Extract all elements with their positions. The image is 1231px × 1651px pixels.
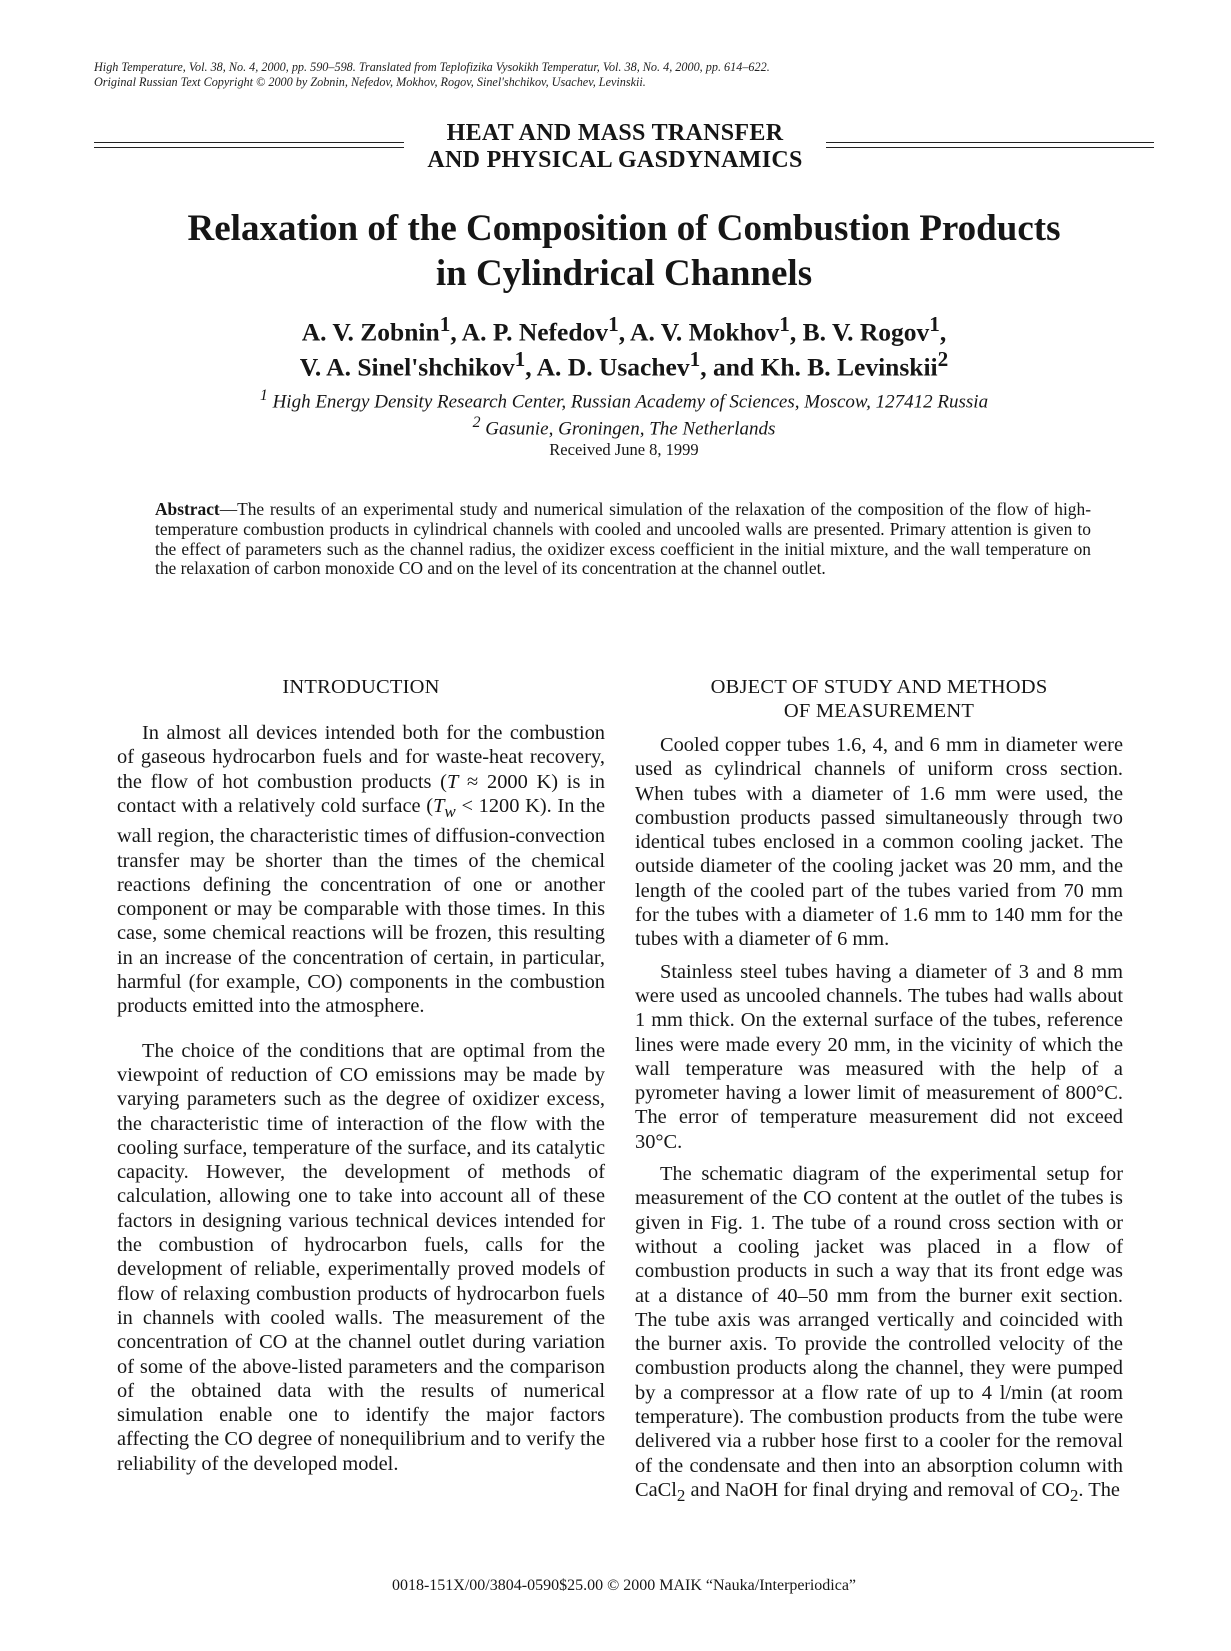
- introduction-heading: INTRODUCTION: [282, 676, 440, 698]
- author-separator: ,: [618, 317, 631, 347]
- introduction-column: [117, 675, 605, 1476]
- affiliation-number: 1: [259, 387, 268, 404]
- wall-temperature-symbol: T: [433, 794, 445, 817]
- subscript: 2: [1069, 1485, 1079, 1505]
- wall-subscript: w: [444, 801, 456, 821]
- author-line-1: [94, 311, 1154, 346]
- abstract-text: —The results of an experimental study and numerical simulation of the relaxation of the composition of the flow of high-temperature combustion products in cylindrical channels with cooled and uncooled walls are presented. Primary attention is given to the effect of parameters such as the channel radius, the oxidizer excess coefficient in the initial mixture, and the wall temperature on the relaxation of carbon monoxide CO and on the level of its concentration at the channel outlet.: [155, 499, 1091, 579]
- section-header: [94, 120, 1154, 176]
- author-affiliation-mark: 1: [779, 312, 790, 336]
- author-separator: ,: [939, 317, 947, 347]
- paragraph-text: ≈ 2000 K) is in contact with a relatively cold surface (: [117, 770, 605, 817]
- section-title-line-1: HEAT AND MASS TRANSFER: [446, 120, 784, 146]
- author-list: [94, 311, 1154, 380]
- paragraph-text: In almost all devices intended both for the combustion of gaseous hydrocarbon fuels and for waste-heat recovery, the flow of hot combustion products (: [117, 722, 605, 793]
- author-affiliation-mark: 1: [608, 312, 619, 336]
- introduction-paragraph-2: The choice of the conditions that are optimal from the viewpoint of reduction of CO emissions may be made by varying parameters such as the degree of oxidizer excess, the characteristic time of interaction of the flow with the cooling surface, temperature of the surface, and its catalytic capacity. However, the development of methods of calculation, allowing one to take into account all of these factors in designing various technical devices intended for the combustion of hydrocarbon fuels, calls for the development of reliable, experimentally proved models of flow of relaxing combustion products of hydrocarbon fuels in channels with cooled walls. The measurement of the concentration of CO at the channel outlet during variation of some of the above-listed parameters and the comparison of the obtained data with the results of numerical simulation enable one to identify the major factors affecting the CO degree of nonequilibrium and to verify the reliability of the developed model.: [117, 1039, 605, 1475]
- methods-heading: [635, 675, 1123, 723]
- abstract-label: Abstract: [155, 499, 220, 519]
- author-name: V. A. Sinel'shchikov: [299, 352, 515, 381]
- section-rule-right: [826, 142, 1154, 148]
- author-name: A. P. Nefedov: [461, 317, 609, 347]
- methods-heading-line-1: OBJECT OF STUDY AND METHODS: [710, 676, 1048, 698]
- affiliation-text: Gasunie, Groningen, The Netherlands: [485, 418, 776, 440]
- author-name: A. V. Zobnin: [301, 317, 440, 347]
- affiliation-1: [94, 385, 1154, 412]
- section-title-line-2: AND PHYSICAL GASDYNAMICS: [427, 147, 803, 173]
- author-affiliation-mark: 2: [937, 346, 949, 371]
- methods-paragraph-3: [635, 1162, 1123, 1508]
- section-title: [404, 120, 826, 174]
- author-name: Kh. B. Levinskii: [760, 352, 938, 381]
- paper-title: [94, 206, 1154, 296]
- author-affiliation-mark: 1: [439, 312, 451, 336]
- methods-heading-line-2: OF MEASUREMENT: [783, 700, 975, 722]
- methods-column: [635, 675, 1123, 1508]
- methods-paragraph-1: Cooled copper tubes 1.6, 4, and 6 mm in diameter were used as cylindrical channels of uniform cross section. When tubes with a diameter of 1.6 mm were used, the combustion products passed simultaneously through two identical tubes enclosed in a common cooling jacket. The outside diameter of the cooling jacket was 20 mm, and the length of the cooled part of the tubes varied from 70 mm for the tubes with a diameter of 1.6 mm to 140 mm for the tubes with a diameter of 6 mm.: [635, 734, 1123, 951]
- author-affiliation-mark: 1: [514, 346, 526, 371]
- section-rule-left: [94, 142, 404, 148]
- author-name: A. D. Usachev: [536, 352, 690, 381]
- author-name: A. V. Mokhov: [630, 317, 780, 347]
- author-name: B. V. Rogov: [802, 317, 930, 347]
- affiliation-number: 2: [472, 414, 481, 432]
- paragraph-text: . The: [1078, 1478, 1120, 1501]
- introduction-paragraph-1: [117, 721, 605, 1019]
- journal-reference: [94, 60, 1154, 90]
- methods-paragraph-2: Stainless steel tubes having a diameter of 3 and 8 mm were used as uncooled channels. The tubes had walls about 1 mm thick. On the external surface of the tubes, reference lines were made every 20 mm, in the vicinity of which the wall temperature was measured with the help of a pyrometer having a lower limit of measurement of 800°C. The error of temperature measurement did not exceed 30°C.: [635, 960, 1123, 1153]
- author-separator: ,: [450, 317, 462, 347]
- temperature-symbol: T: [446, 770, 459, 793]
- paper-title-line-2: in Cylindrical Channels: [435, 253, 813, 294]
- affiliations: [94, 385, 1154, 440]
- paragraph-text: The schematic diagram of the experimental setup for measurement of the CO content at the outlet of the tubes is given in Fig. 1. The tube of a round cross section with or without a cooling jacket was placed in a flow of combustion products in such a way that its front edge was at a distance of 40–50 mm from the burner exit section. The tube axis was arranged vertically and coincided with the burner axis. To provide the controlled velocity of the combustion products along the channel, they were pumped by a compressor at a flow rate of up to 4 l/min (at room temperature). The combustion products from the tube were delivered via a rubber hose first to a cooler for the removal of the condensate and then into an absorption column with CaCl: [635, 1163, 1123, 1501]
- author-separator: ,: [789, 317, 803, 347]
- author-affiliation-mark: 1: [929, 312, 940, 336]
- journal-reference-line-2: Original Russian Text Copyright © 2000 by Zobnin, Nefedov, Mokhov, Rogov, Sinel'shchikov, Usachev, Levinskii.: [94, 75, 646, 89]
- affiliation-2: [94, 412, 1154, 439]
- paper-title-line-1: Relaxation of the Composition of Combustion Products: [187, 208, 1061, 249]
- paragraph-text: and NaOH for final drying and removal of CO: [685, 1478, 1070, 1501]
- subscript: 2: [676, 1485, 686, 1505]
- footer-copyright: 0018-151X/00/3804-0590$25.00 © 2000 MAIK “Nauka/Interperiodica”: [391, 1577, 857, 1594]
- author-separator: , and: [700, 352, 761, 381]
- author-separator: ,: [525, 352, 537, 381]
- received-date: Received June 8, 1999: [549, 440, 699, 459]
- paragraph-text: < 1200 K). In the wall region, the characteristic times of diffusion-convection transfer may be shorter than the times of the chemical reactions defining the concentration of one or another component or may be comparable with those times. In this case, some chemical reactions will be frozen, this resulting in an increase of the concentration of certain, in particular, harmful (for example, CO) components in the combustion products emitted into the atmosphere.: [117, 794, 606, 1018]
- abstract: [155, 500, 1091, 579]
- journal-reference-line-1: High Temperature, Vol. 38, No. 4, 2000, pp. 590–598. Translated from Teplofizika Vysokikh Temperatur, Vol. 38, No. 4, 2000, pp. 614–622.: [94, 60, 770, 74]
- author-affiliation-mark: 1: [689, 346, 701, 371]
- author-line-2: [94, 346, 1154, 381]
- affiliation-text: High Energy Density Research Center, Russian Academy of Sciences, Moscow, 127412 Russia: [272, 391, 989, 413]
